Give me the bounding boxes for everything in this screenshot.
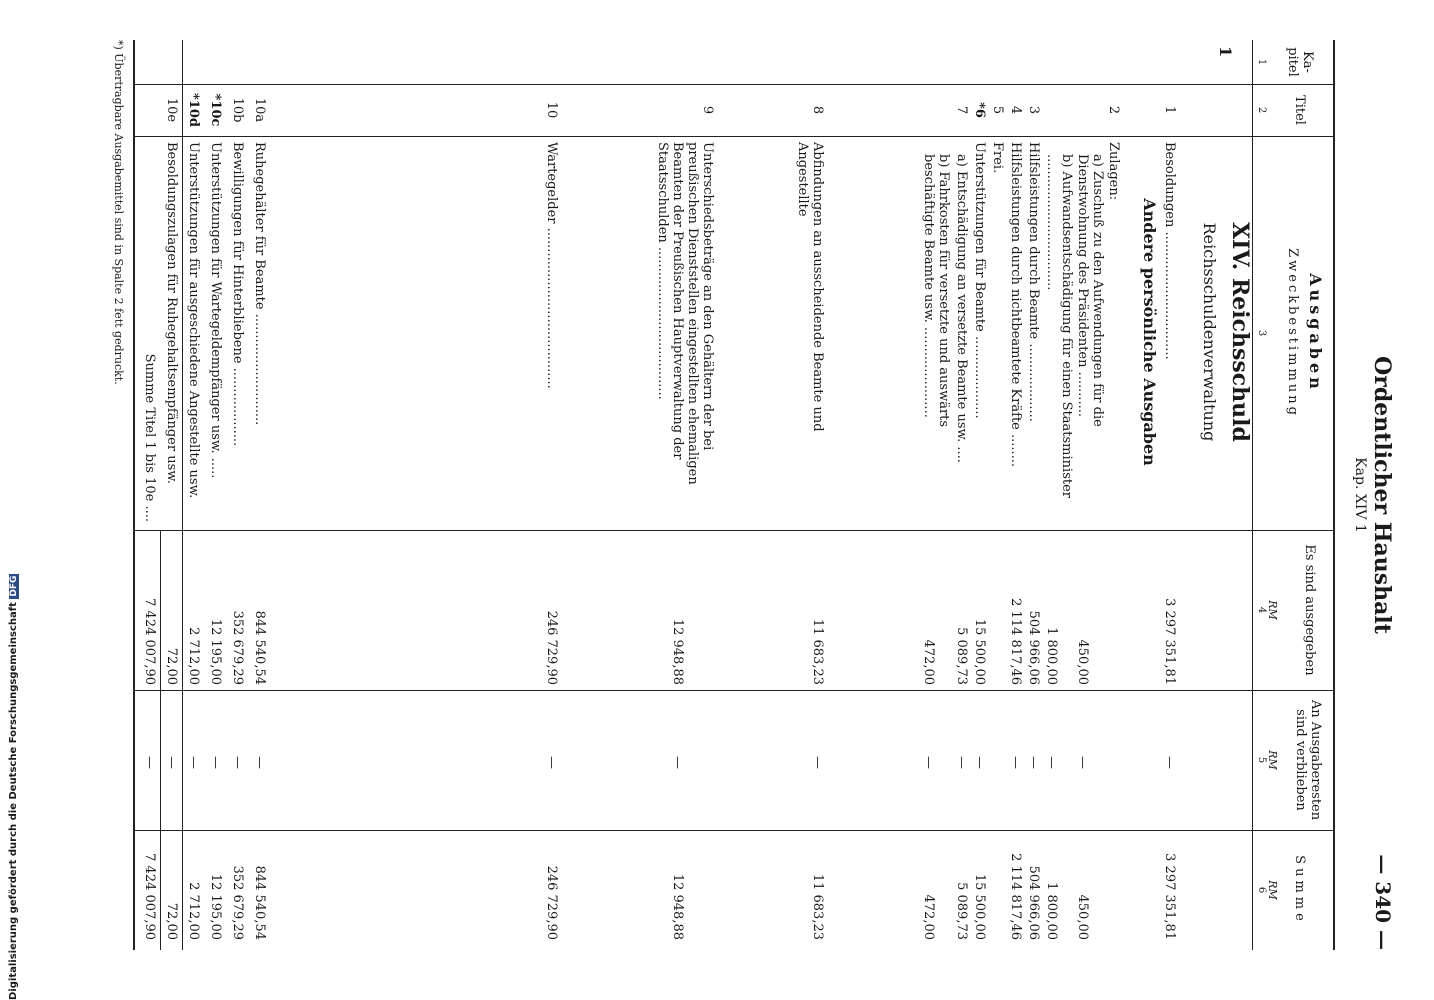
page-title: Ordentlicher Haushalt <box>1369 356 1395 634</box>
row-desc: Unterschiedsbeträge an den Gehältern der bei preußischen Dienststellen eingestellten ehemaligen Beamten der Preußischen Hauptverwaltung der Staatsschulden ..................................... <box>655 142 715 485</box>
row-ausgegeben: 246 729,90 <box>544 610 559 685</box>
row-ausgegeben: 844 540,54 <box>252 610 267 685</box>
row-ausgegeben: 504 966,06 <box>1026 610 1041 685</box>
row-rest: — <box>1044 756 1059 769</box>
row-summe: 2 712,00 <box>186 882 201 940</box>
row-ausgegeben: 2 114 817,46 <box>1008 598 1023 685</box>
col-divider-3 <box>135 530 1335 531</box>
row-desc: Bewilligungen für Hinterbliebene ................... <box>230 142 245 447</box>
row-ausgegeben: 2 712,00 <box>186 627 201 685</box>
row-rest: — <box>1008 756 1023 769</box>
page-number: — 340 — <box>1371 854 1395 950</box>
row-summe: 5 089,73 <box>954 882 969 940</box>
row-rest: — <box>1075 756 1090 769</box>
row-desc: Unterstützungen für Beamte .................... <box>972 142 987 419</box>
row-rest: — <box>670 756 685 769</box>
row-summe: 246 729,90 <box>544 865 559 940</box>
row-desc: a) Zuschuß zu den Aufwendungen für die Dienstwohnung des Präsidenten ........... <box>1075 154 1105 427</box>
row-rest: — <box>186 756 201 769</box>
subheading: Andere persönliche Ausgaben <box>1140 198 1159 466</box>
row-summe: 504 966,06 <box>1026 865 1041 940</box>
row-summe: 472,00 <box>921 894 936 940</box>
row-desc: Wartegelder ....................................... <box>544 142 559 389</box>
row-desc: Unterstützungen für ausgeschiedene Angestellte usw. <box>186 142 201 499</box>
row-titel: 8 <box>810 105 825 115</box>
row-summe: 3 297 351,81 <box>1162 853 1177 940</box>
col-header-kapitel: Ka-pitel <box>1285 47 1315 77</box>
row-summe: 352 679,29 <box>230 865 245 940</box>
row-titel: *10c <box>208 93 223 127</box>
row-ausgegeben: 11 683,23 <box>810 618 825 685</box>
total-label: Summe Titel 1 bis 10e .... <box>142 353 157 522</box>
row-summe: 2 114 817,46 <box>1008 853 1023 940</box>
total-ausgegeben: 7 424 007,90 <box>142 598 157 685</box>
sidebar-credit-text: Digitalisierung gefördert durch die Deutsche Forschungsgemeinschaft <box>8 602 19 1000</box>
row-rest: — <box>1162 756 1177 769</box>
row-desc: b) Aufwandsentschädigung für einen Staatsminister ................................. <box>1044 154 1074 499</box>
row-desc: b) Fahrkosten für versetzte und auswärts beschäftigte Beamte usw. ...................... <box>921 154 951 428</box>
col-header-ausgaben: Ausgaben <box>1306 273 1325 393</box>
row-ausgegeben: 450,00 <box>1075 639 1090 685</box>
col-divider-1 <box>135 84 1335 85</box>
row-ausgegeben: 72,00 <box>164 647 179 685</box>
col-unit-4: RM <box>1266 600 1279 620</box>
table-top-rule <box>1333 40 1335 950</box>
row-summe: 11 683,23 <box>810 873 825 940</box>
row-ausgegeben: 1 800,00 <box>1044 627 1059 685</box>
sidebar-credit <box>8 574 19 1000</box>
row-desc: Abfindungen an ausscheidende Beamte und Angestellte <box>795 142 825 432</box>
row-rest: — <box>252 756 267 769</box>
row-rest: — <box>972 756 987 769</box>
section-title: XIV. Reichsschuld <box>1227 222 1253 442</box>
col-divider-4 <box>135 690 1335 691</box>
row-titel: 5 <box>990 105 1005 115</box>
row-rest: — <box>208 756 223 769</box>
col-header-titel: Titel <box>1292 95 1307 125</box>
row-summe: 12 948,88 <box>670 873 685 940</box>
col-divider-5 <box>135 830 1335 831</box>
row-ausgegeben: 12 195,00 <box>208 618 223 685</box>
col-number-5: 5 <box>1256 756 1267 764</box>
row-titel: 10b <box>230 97 245 123</box>
row-titel: 3 <box>1026 105 1041 115</box>
row-titel: *6 <box>972 102 987 118</box>
row-desc: Unterstützungen für Wartegeldempfänger usw. ..... <box>208 142 223 479</box>
row-titel: 4 <box>1008 105 1023 115</box>
section-subtitle: Reichsschuldenverwaltung <box>1200 222 1219 442</box>
total-rest: — <box>142 756 157 769</box>
row-titel: 1 <box>1162 105 1177 115</box>
row-rest: — <box>810 756 825 769</box>
col-header-summe: Summe <box>1292 855 1307 925</box>
row-rest: — <box>1026 756 1041 769</box>
page-subtitle: Kap. XIV 1 <box>1352 457 1368 533</box>
table-bottom-rule <box>133 40 135 950</box>
total-rule <box>160 530 161 950</box>
row-ausgegeben: 472,00 <box>921 639 936 685</box>
row-desc: Besoldungen ............................... <box>1162 142 1177 360</box>
row-ausgegeben: 12 948,88 <box>670 618 685 685</box>
row-summe: 72,00 <box>164 902 179 940</box>
row-titel: 2 <box>1106 105 1121 115</box>
col-number-4: 4 <box>1256 606 1267 614</box>
row-summe: 1 800,00 <box>1044 882 1059 940</box>
row-desc: Frei. <box>990 142 1005 174</box>
kapitel-number: 1 <box>1216 46 1235 58</box>
row-rest: — <box>230 756 245 769</box>
footnote: *) Übertragbare Ausgabemittel sind in Spalte 2 fett gedruckt. <box>112 40 125 385</box>
header-bottom-rule <box>1252 40 1253 950</box>
row-desc: Hilfsleistungen durch Beamte ................... <box>1026 142 1041 422</box>
row-summe: 12 195,00 <box>208 873 223 940</box>
col-divider-2 <box>135 136 1335 137</box>
row-desc: Besoldungszulagen für Ruhegehaltsempfänger usw. <box>164 142 179 484</box>
row-titel: 10a <box>252 97 267 123</box>
col-number-6: 6 <box>1256 886 1267 894</box>
row-titel: 7 <box>954 105 969 115</box>
col-number-1: 1 <box>1256 58 1267 66</box>
col-number-2: 2 <box>1256 106 1267 114</box>
row-desc: Ruhegehälter für Beamte ........................... <box>252 142 267 426</box>
row-desc: a) Entschädigung an versetzte Beamte usw. .... <box>954 154 969 463</box>
col-unit-5: RM <box>1266 750 1279 770</box>
row-desc: Hilfsleistungen durch nichtbeamtete Kräfte ........ <box>1008 142 1023 468</box>
row-rest: — <box>164 756 179 769</box>
row-summe: 450,00 <box>1075 894 1090 940</box>
row-summe: 844 540,54 <box>252 865 267 940</box>
dfg-logo: DFG <box>9 575 19 597</box>
row-titel: 10 <box>544 101 559 119</box>
row-desc: Zulagen: <box>1106 142 1121 201</box>
row-summe: 15 500,00 <box>972 873 987 940</box>
row-ausgegeben: 15 500,00 <box>972 618 987 685</box>
row-divider <box>182 40 183 950</box>
col-header-zweckbestimmung: Zweckbestimmung <box>1285 248 1300 418</box>
col-header-ausgegeben: Es sind ausgegeben <box>1302 544 1317 676</box>
row-rest: — <box>921 756 936 769</box>
row-ausgegeben: 3 297 351,81 <box>1162 598 1177 685</box>
rotated-table-page <box>60 40 1395 950</box>
row-titel: *10d <box>186 93 201 127</box>
col-header-ausgaberesten: An Ausgaberesten sind verblieben <box>1293 699 1323 821</box>
row-rest: — <box>544 756 559 769</box>
row-rest: — <box>954 756 969 769</box>
col-number-3: 3 <box>1256 329 1267 337</box>
col-unit-6: RM <box>1266 880 1279 900</box>
total-summe: 7 424 007,90 <box>142 853 157 940</box>
row-ausgegeben: 5 089,73 <box>954 627 969 685</box>
row-titel: 10e <box>164 97 179 123</box>
row-ausgegeben: 352 679,29 <box>230 610 245 685</box>
row-titel: 9 <box>700 105 715 115</box>
